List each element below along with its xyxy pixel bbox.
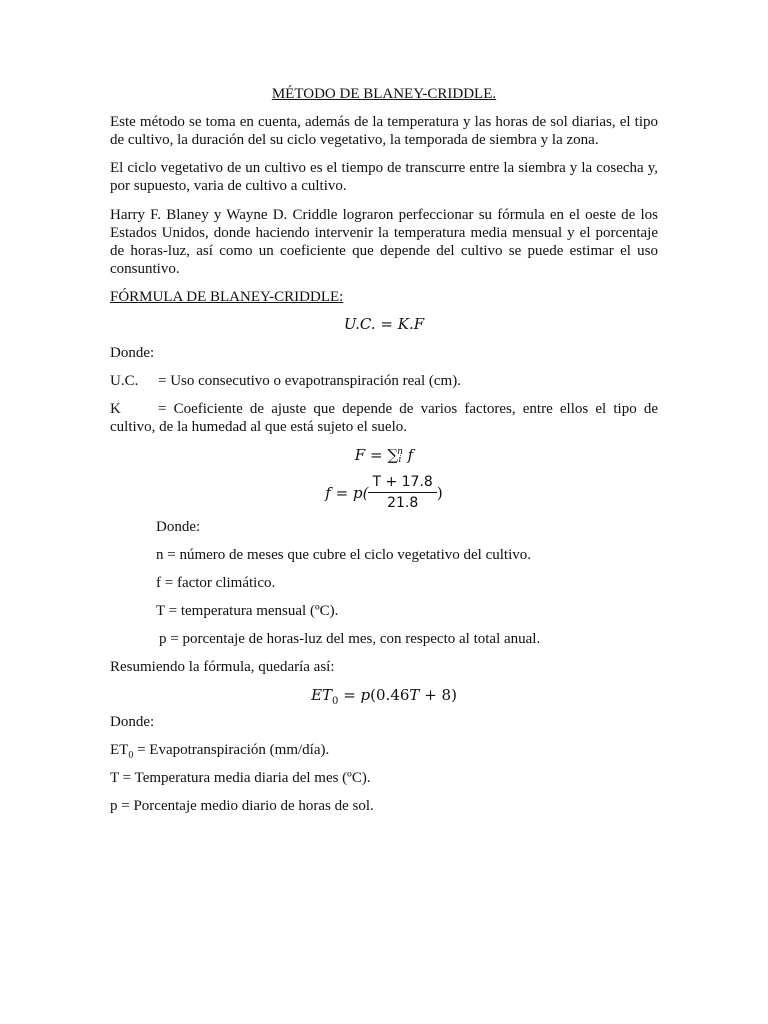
- formula-main-rhs: K.F: [397, 315, 425, 333]
- formula-f-lhs: f: [325, 484, 331, 502]
- formula-F: [110, 446, 658, 464]
- formula-et-p: p: [360, 686, 371, 704]
- document-page: [110, 0, 658, 1024]
- formula-et-sub: 0: [332, 696, 339, 707]
- formula-F-var: f: [407, 446, 414, 464]
- definition-et0-sub: 0: [128, 750, 134, 761]
- formula-f-fraction: [368, 474, 436, 512]
- paragraph-history: Harry F. Blaney y Wayne D. Criddle lograron perfeccionar su fórmula en el oeste de los Estados Unidos, donde haciendo intervenir la temperatura media mensual y el porcentaje de horas-luz, así como un coeficiente que depende del cultivo se puede estimar el uso consuntivo.: [110, 207, 658, 277]
- formula-f-close: ): [436, 484, 443, 502]
- definition-t-monthly: T = temperatura mensual (ºC).: [156, 603, 339, 619]
- formula-F-sub: i: [398, 455, 402, 465]
- donde-label-1: Donde:: [110, 345, 155, 361]
- definition-uc: [110, 372, 461, 390]
- summary-line: Resumiendo la fórmula, quedaría así:: [110, 659, 335, 675]
- formula-heading: FÓRMULA DE BLANEY-CRIDDLE:: [110, 289, 344, 305]
- donde-label-2: Donde:: [156, 519, 201, 535]
- definition-uc-desc: = Uso consecutivo o evapotranspiración real (cm).: [158, 373, 461, 389]
- definition-k-term: K: [110, 401, 121, 417]
- document-title: MÉTODO DE BLANEY-CRIDDLE.: [271, 86, 497, 102]
- paragraph-intro: Este método se toma en cuenta, además de la temperatura y las horas de sol diarias, el tipo de cultivo, la duración del su ciclo vegetativo, la temporada de siembra y la zona.: [110, 114, 658, 148]
- definition-n: n = número de meses que cubre el ciclo vegetativo del cultivo.: [156, 547, 531, 563]
- definition-et0: [110, 741, 329, 759]
- definition-et0-term: ET: [110, 742, 129, 758]
- formula-et-t: T: [409, 686, 420, 704]
- formula-et-open: (0.46: [370, 686, 410, 704]
- formula-et-lhs: ET: [311, 686, 333, 704]
- formula-f-eq: =: [335, 484, 349, 502]
- definition-k: [110, 400, 658, 436]
- formula-et-close: + 8): [419, 686, 457, 704]
- formula-main-lhs: U.C.: [343, 315, 376, 333]
- donde-label-3: Donde:: [110, 714, 155, 730]
- formula-f-denominator: 21.8: [387, 495, 419, 511]
- definition-f: f = factor climático.: [156, 575, 276, 591]
- summation-icon: ∑: [387, 446, 399, 464]
- formula-f-numerator: T + 17.8: [368, 474, 436, 493]
- definition-p-hours: p = porcentaje de horas-luz del mes, con respecto al total anual.: [159, 631, 541, 647]
- definition-p-sun: p = Porcentaje medio diario de horas de sol.: [110, 798, 374, 814]
- formula-main-eq: =: [380, 315, 393, 333]
- formula-F-lhs: F: [354, 446, 366, 464]
- formula-et: [110, 686, 658, 707]
- formula-f-p: p(: [353, 484, 369, 502]
- definition-k-desc: = Coeficiente de ajuste que depende de varios factores, entre ellos el tipo de cultivo, de la humedad al que está sujeto el suelo.: [110, 401, 658, 435]
- formula-F-sup: n: [397, 447, 403, 457]
- paragraph-vegetative-cycle: El ciclo vegetativo de un cultivo es el tiempo de transcurre entre la siembra y la cosecha y, por supuesto, varia de cultivo a cultivo.: [110, 160, 658, 194]
- definition-uc-term: U.C.: [110, 373, 139, 389]
- definition-et0-desc: = Evapotranspiración (mm/día).: [133, 742, 330, 758]
- formula-et-eq: =: [343, 686, 356, 704]
- formula-f: [110, 474, 658, 512]
- formula-main: [110, 315, 658, 333]
- definition-t-daily: T = Temperatura media diaria del mes (ºC).: [110, 770, 371, 786]
- formula-F-eq: =: [369, 446, 383, 464]
